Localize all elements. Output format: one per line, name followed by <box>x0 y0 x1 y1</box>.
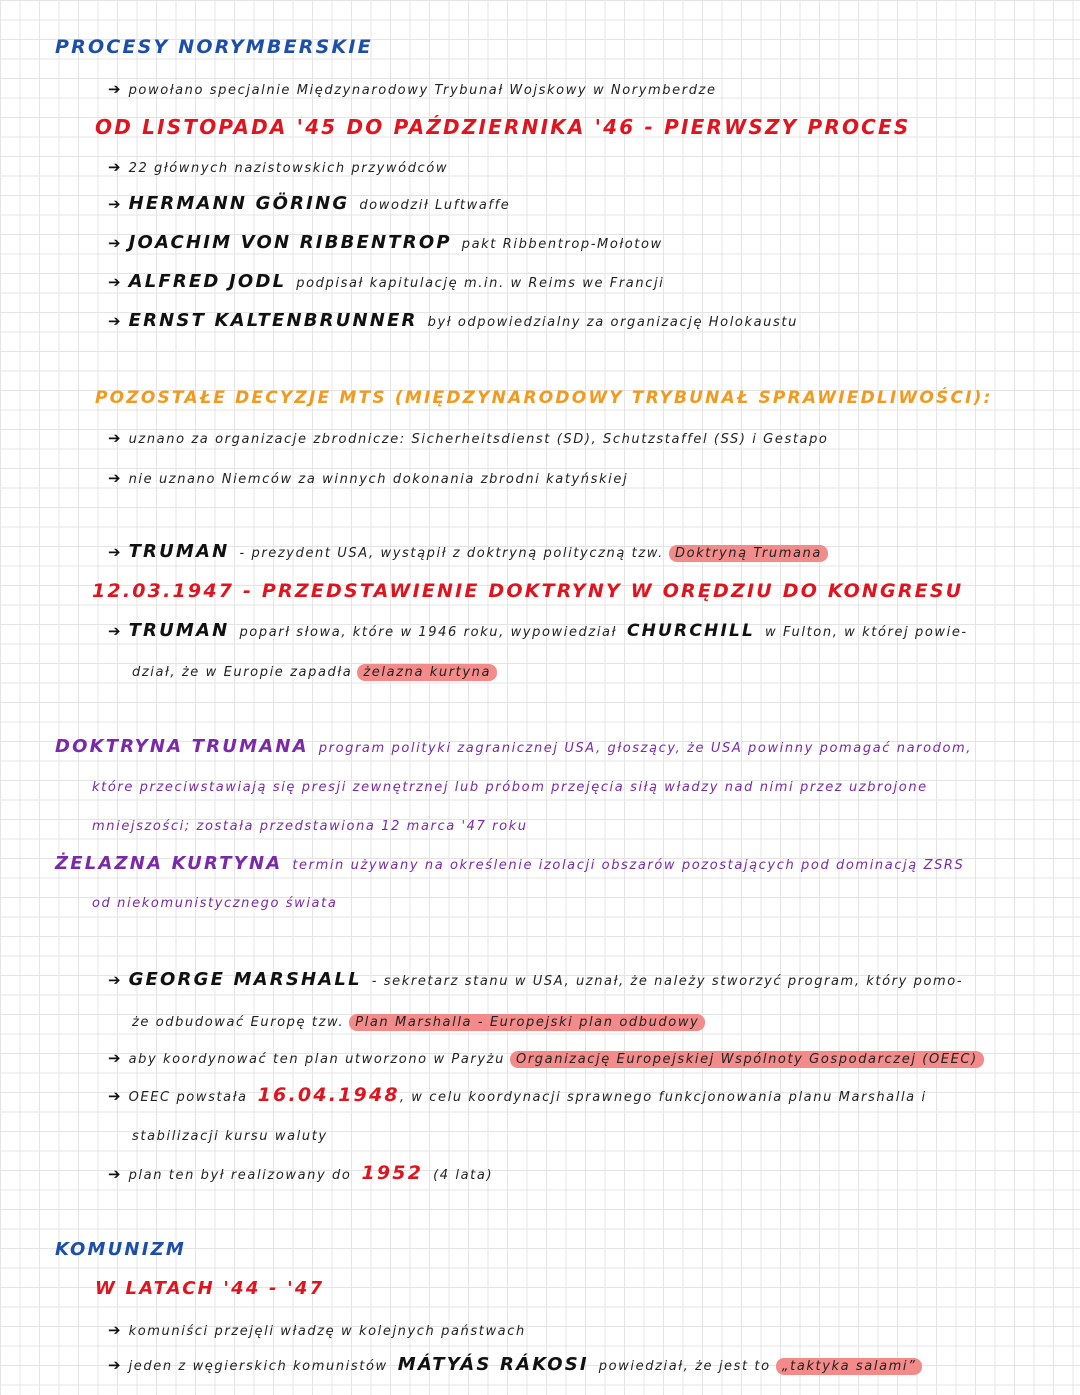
definition-truman-line2: które przeciwstawiają się presji zewnętrznej lub próbom przejęcia siłą władzy nad nimi przez uzbrojone <box>92 780 928 795</box>
communism-period: W LATACH '44 - '47 <box>95 1278 325 1299</box>
arrow-icon: ➔ <box>108 273 121 291</box>
highlight-iron-curtain: żelazna kurtyna <box>357 664 497 681</box>
section-title-mts: POZOSTAŁE DECYZJE MTS (MIĘDZYNARODOWY TRYBUNAŁ SPRAWIEDLIWOŚCI): <box>95 388 993 408</box>
arrow-icon: ➔ <box>108 1087 121 1105</box>
arrow-icon: ➔ <box>108 1321 121 1339</box>
section-title-nuremberg: PROCESY NORYMBERSKIE <box>55 36 373 58</box>
highlight-truman-doctrine: Doktryną Trumana <box>669 545 828 562</box>
bullet-oeec-created: ➔ aby koordynować ten plan utworzono w Paryżu Organizację Europejskiej Wspólnoty Gospodarczej (OEEC) <box>108 1050 984 1066</box>
bullet-marshall: ➔ GEORGE MARSHALL - sekretarz stanu w USA, uznał, że należy stworzyć program, który pomo- <box>108 969 964 990</box>
arrow-icon: ➔ <box>108 80 121 98</box>
bullet-accused: ➔ 22 głównych nazistowskich przywódców <box>108 158 449 176</box>
arrow-icon: ➔ <box>108 1049 121 1067</box>
bullet-katyn: ➔ nie uznano Niemców za winnych dokonania zbrodni katyńskiej <box>108 469 629 487</box>
arrow-icon: ➔ <box>108 312 121 330</box>
arrow-icon: ➔ <box>108 622 121 640</box>
highlight-marshall-plan: Plan Marshalla - Europejski plan odbudowy <box>349 1014 705 1031</box>
definition-truman-doctrine: DOKTRYNA TRUMANA program polityki zagranicznej USA, głoszący, że USA powinny pomagać narodom, <box>55 736 973 757</box>
arrow-icon: ➔ <box>108 195 121 213</box>
definition-iron-curtain-line2: od niekomunistycznego świata <box>92 896 338 911</box>
arrow-icon: ➔ <box>108 1356 121 1374</box>
bullet-plan-duration: ➔ plan ten był realizowany do 1952 (4 lata) <box>108 1162 494 1184</box>
bullet-ribbentrop: ➔ JOACHIM VON RIBBENTROP pakt Ribbentrop-Mołotow <box>108 232 663 253</box>
oeec-continuation: stabilizacji kursu waluty <box>132 1129 328 1144</box>
bullet-communists-power: ➔ komuniści przejęli władzę w kolejnych państwach <box>108 1321 526 1339</box>
arrow-icon: ➔ <box>108 543 121 561</box>
arrow-icon: ➔ <box>108 1165 121 1183</box>
highlight-oeec: Organizację Europejskiej Wspólnoty Gospodarczej (OEEC) <box>510 1051 984 1068</box>
bullet-criminal-orgs: ➔ uznano za organizacje zbrodnicze: Sicherheitsdienst (SD), Schutzstaffel (SS) i Gestapo <box>108 429 829 447</box>
bullet-oeec-date: ➔ OEEC powstała 16.04.1948, w celu koordynacji sprawnego funkcjonowania planu Marshalla i <box>108 1084 927 1106</box>
bullet-truman: ➔ TRUMAN - prezydent USA, wystąpił z doktryną polityczną tzw. Doktryną Trumana <box>108 543 828 561</box>
arrow-icon: ➔ <box>108 469 121 487</box>
bullet-goring: ➔ HERMANN GÖRING dowodził Luftwaffe <box>108 193 511 214</box>
bullet-jodl: ➔ ALFRED JODL podpisał kapitulację m.in. w Reims we Francji <box>108 271 665 292</box>
bullet-tribunal: ➔ powołano specjalnie Międzynarodowy Trybunał Wojskowy w Norymberdze <box>108 80 717 98</box>
doctrine-date-line: 12.03.1947 - PRZEDSTAWIENIE DOKTRYNY W ORĘDZIU DO KONGRESU <box>92 580 964 602</box>
definition-iron-curtain: ŻELAZNA KURTYNA termin używany na określenie izolacji obszarów pozostających pod dominacją ZSRS <box>55 853 965 874</box>
bullet-rakosi: ➔ jeden z węgierskich komunistów MÁTYÁS RÁKOSI powiedział, że jest to „taktyka salami” <box>108 1356 922 1374</box>
bullet-kaltenbrunner: ➔ ERNST KALTENBRUNNER był odpowiedzialny za organizację Holokaustu <box>108 310 798 331</box>
highlight-salami-tactics: „taktyka salami” <box>776 1358 923 1375</box>
arrow-icon: ➔ <box>108 158 121 176</box>
marshall-continuation: że odbudować Europę tzw. Plan Marshalla - Europejski plan odbudowy <box>132 1013 705 1029</box>
first-trial-period: OD LISTOPADA '45 DO PAŹDZIERNIKA '46 - PIERWSZY PROCES <box>95 115 911 139</box>
arrow-icon: ➔ <box>108 971 121 989</box>
churchill-continuation: dział, że w Europie zapadła żelazna kurtyna <box>132 663 497 679</box>
bullet-churchill: ➔ TRUMAN poparł słowa, które w 1946 roku, wypowiedział CHURCHILL w Fulton, w której powie- <box>108 620 968 641</box>
arrow-icon: ➔ <box>108 429 121 447</box>
section-title-communism: KOMUNIZM <box>55 1239 186 1260</box>
arrow-icon: ➔ <box>108 234 121 252</box>
definition-truman-line3: mniejszości; została przedstawiona 12 marca '47 roku <box>92 819 528 834</box>
